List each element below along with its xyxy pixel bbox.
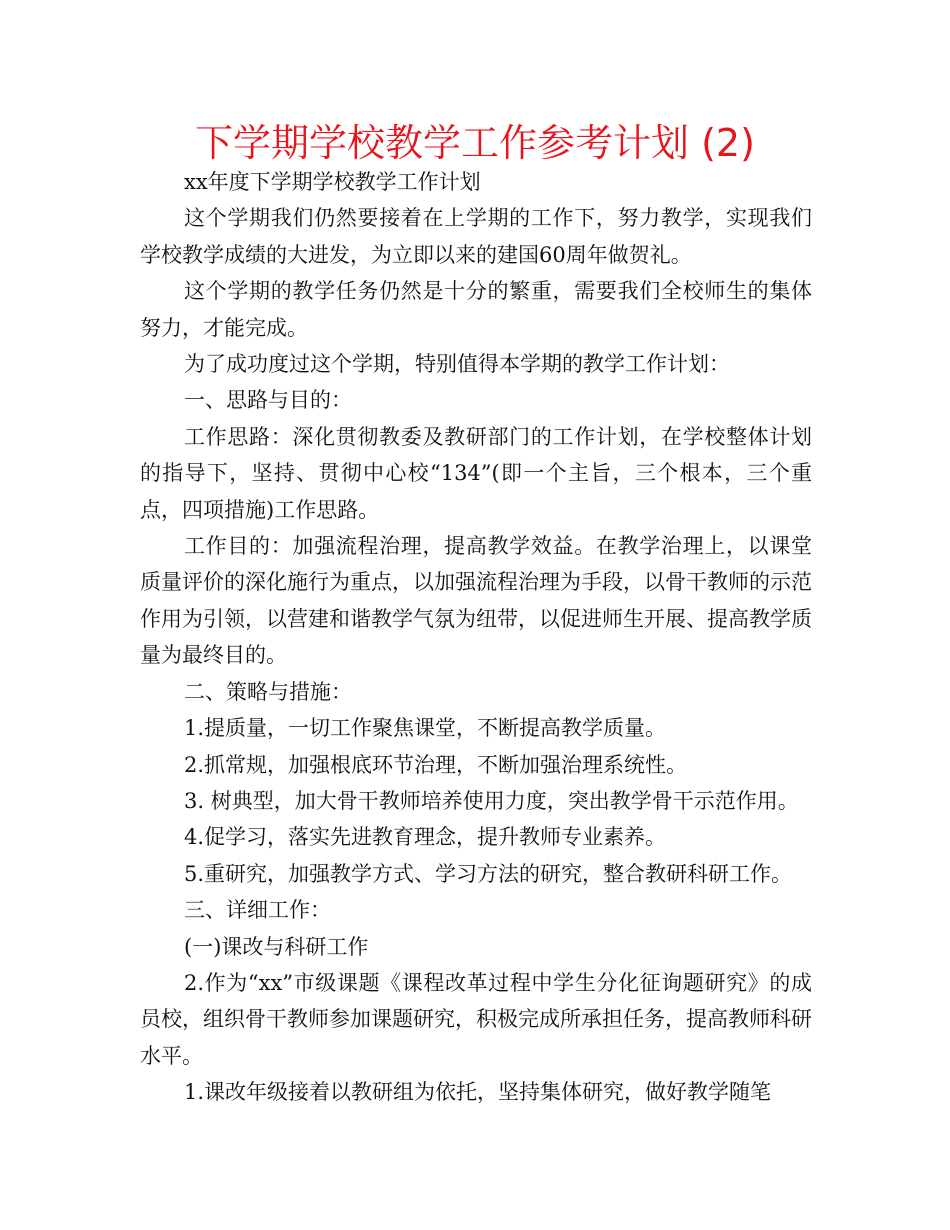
section-heading: 一、思路与目的：	[184, 388, 352, 413]
list-item: 1.课改年级接着以教研组为依托，坚持集体研究，做好教学随笔	[184, 1080, 772, 1105]
paragraph-subtitle: xx年度下学期学校教学工作计划	[184, 170, 481, 194]
document-body	[140, 164, 812, 1111]
subsection-heading: (一)课改与科研工作	[184, 934, 369, 959]
paragraph: 工作思路：深化贯彻教委及教研部门的工作计划，在学校整体计划的指导下，坚持、贯彻中心校“134”(即一个主旨，三个根本，三个重点，四项措施)工作思路。	[140, 424, 812, 522]
section-heading: 三、详细工作：	[184, 898, 331, 923]
paragraph: 工作目的：加强流程治理，提高教学效益。在教学治理上，以课堂质量评价的深化施行为重点，以加强流程治理为手段，以骨干教师的示范作用为引领，以营建和谐教学气氛为纽带，以促进师生开展、提高教学质量为最终目的。	[140, 534, 812, 668]
section-heading: 二、策略与措施：	[184, 679, 352, 704]
paragraph: 这个学期我们仍然要接着在上学期的工作下，努力教学，实现我们学校教学成绩的大进发，为立即以来的建国60周年做贺礼。	[140, 206, 812, 267]
document-title: 下学期学校教学工作参考计划 (2)	[195, 121, 755, 165]
paragraph: 为了成功度过这个学期，特别值得本学期的教学工作计划：	[184, 352, 730, 377]
list-item: 5.重研究，加强教学方式、学习方法的研究，整合教研科研工作。	[184, 861, 793, 886]
paragraph: 这个学期的教学任务仍然是十分的繁重，需要我们全校师生的集体努力，才能完成。	[140, 279, 812, 340]
list-item: 1.提质量，一切工作聚焦课堂，不断提高教学质量。	[184, 716, 667, 741]
list-item: 4.促学习，落实先进教育理念，提升教师专业素养。	[184, 825, 667, 850]
list-item: 2.抓常规，加强根底环节治理，不断加强治理系统性。	[184, 752, 688, 777]
list-item: 3. 树典型，加大骨干教师培养使用力度，突出教学骨干示范作用。	[184, 788, 799, 813]
list-item: 2.作为“xx”市级课题《课程改革过程中学生分化征询题研究》的成员校，组织骨干教师参加课题研究，积极完成所承担任务，提高教师科研水平。	[140, 970, 812, 1068]
